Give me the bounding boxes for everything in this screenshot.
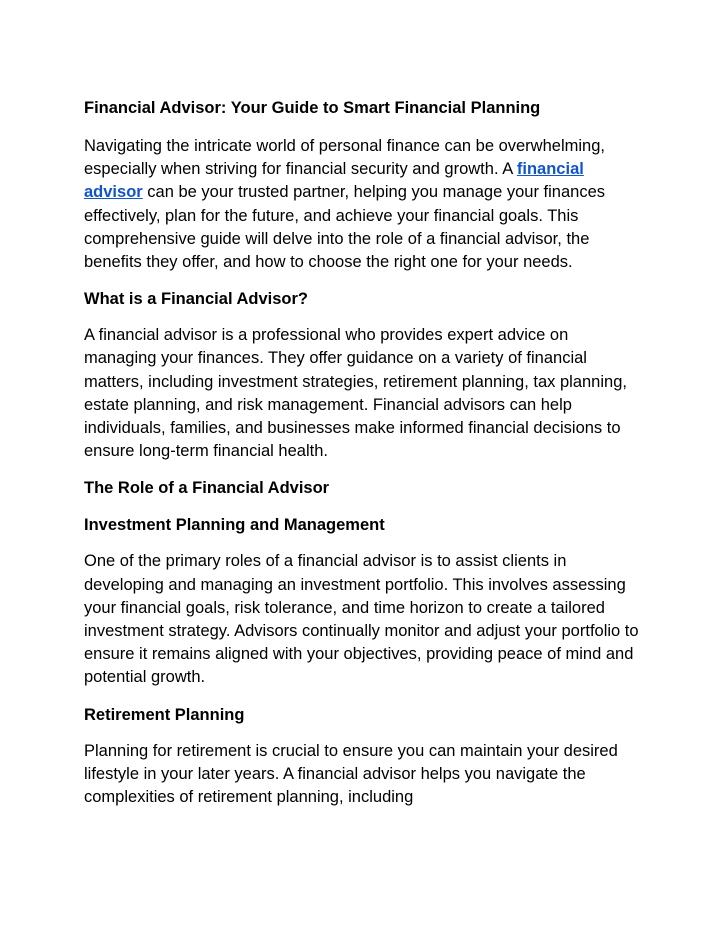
intro-text-after-link: can be your trusted partner, helping you manage your finances effectively, plan for the future, and achieve your financial goals. This comprehensive guide will delve into the role of a financial advisor, the benefits they offer, and how to choose the right one for your needs. [84, 183, 605, 272]
intro-text-before-link: Navigating the intricate world of personal finance can be overwhelming, especially when striving for financial security and growth. A [84, 137, 605, 179]
section-heading-investment: Investment Planning and Management [84, 516, 385, 535]
section-body-investment: One of the primary roles of a financial advisor is to assist clients in developing and managing an investment portfolio. This involves assessing your financial goals, risk tolerance, and time horizon to create a tailored investment strategy. Advisors continually monitor and adjust your portfolio to ensure it remains aligned with your objectives, providing peace of mind and potential growth. [84, 552, 639, 687]
financial-advisor-link[interactable]: financial advisor [84, 160, 584, 202]
section-body-retirement: Planning for retirement is crucial to ensure you can maintain your desired lifestyle in your later years. A financial advisor helps you navigate the complexities of retirement planning, including [84, 741, 618, 807]
section-heading-what-is: What is a Financial Advisor? [84, 290, 309, 309]
section-heading-role: The Role of a Financial Advisor [84, 479, 330, 498]
section-body-what-is: A financial advisor is a professional who provides expert advice on managing your finances. They offer guidance on a variety of financial matters, including investment strategies, retirement planning, tax planning, estate planning, and risk management. Financial advisors can help individuals, families, and businesses make informed financial decisions to ensure long-term financial health. [84, 326, 627, 461]
section-heading-retirement: Retirement Planning [84, 705, 245, 724]
document-page [84, 96, 644, 822]
document-title: Financial Advisor: Your Guide to Smart Financial Planning [84, 99, 541, 117]
intro-paragraph [84, 135, 644, 274]
